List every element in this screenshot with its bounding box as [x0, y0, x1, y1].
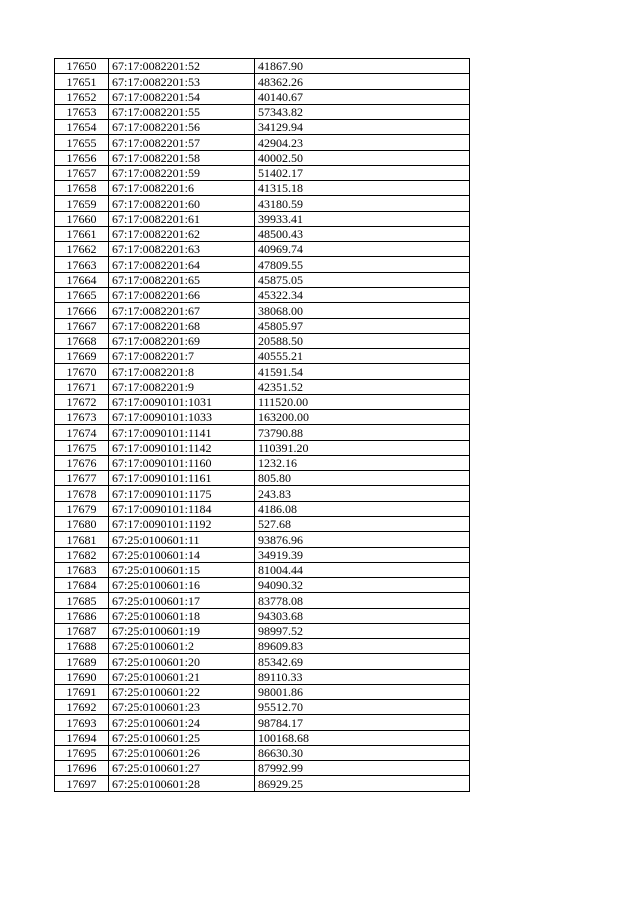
- value-cell: 111520.00: [255, 394, 470, 409]
- row-number-cell: 17693: [55, 715, 109, 730]
- table-row: [55, 547, 470, 562]
- cadastral-number-cell: 67:25:0100601:21: [109, 669, 255, 684]
- table-row: [55, 455, 470, 470]
- cadastral-number-cell: 67:17:0082201:63: [109, 242, 255, 257]
- table-row: [55, 150, 470, 165]
- value-cell: 98001.86: [255, 684, 470, 699]
- table-row: [55, 211, 470, 226]
- table-row: [55, 440, 470, 455]
- value-cell: 87992.99: [255, 761, 470, 776]
- table-row: [55, 226, 470, 241]
- cadastral-number-cell: 67:17:0082201:61: [109, 211, 255, 226]
- row-number-cell: 17689: [55, 654, 109, 669]
- row-number-cell: 17656: [55, 150, 109, 165]
- value-cell: 100168.68: [255, 730, 470, 745]
- value-cell: 41315.18: [255, 181, 470, 196]
- value-cell: 163200.00: [255, 410, 470, 425]
- value-cell: 51402.17: [255, 165, 470, 180]
- table-row: [55, 715, 470, 730]
- row-number-cell: 17684: [55, 578, 109, 593]
- cadastral-number-cell: 67:17:0082201:8: [109, 364, 255, 379]
- cadastral-number-cell: 67:25:0100601:2: [109, 639, 255, 654]
- cadastral-number-cell: 67:17:0082201:60: [109, 196, 255, 211]
- table-row: [55, 242, 470, 257]
- cadastral-number-cell: 67:17:0082201:56: [109, 120, 255, 135]
- table-row: [55, 471, 470, 486]
- row-number-cell: 17683: [55, 562, 109, 577]
- cadastral-number-cell: 67:25:0100601:28: [109, 776, 255, 791]
- row-number-cell: 17667: [55, 318, 109, 333]
- value-cell: 45322.34: [255, 287, 470, 302]
- value-cell: 95512.70: [255, 700, 470, 715]
- row-number-cell: 17674: [55, 425, 109, 440]
- cadastral-number-cell: 67:17:0082201:53: [109, 74, 255, 89]
- table-row: [55, 486, 470, 501]
- table-row: [55, 272, 470, 287]
- value-cell: 40002.50: [255, 150, 470, 165]
- row-number-cell: 17669: [55, 349, 109, 364]
- table-row: [55, 394, 470, 409]
- cadastral-number-cell: 67:17:0090101:1175: [109, 486, 255, 501]
- value-cell: 57343.82: [255, 104, 470, 119]
- table-row: [55, 623, 470, 638]
- table-row: [55, 562, 470, 577]
- value-cell: 20588.50: [255, 333, 470, 348]
- table-row: [55, 196, 470, 211]
- value-cell: 45875.05: [255, 272, 470, 287]
- cadastral-number-cell: 67:17:0082201:57: [109, 135, 255, 150]
- cadastral-number-cell: 67:25:0100601:26: [109, 745, 255, 760]
- table-row: [55, 639, 470, 654]
- value-cell: 73790.88: [255, 425, 470, 440]
- cadastral-number-cell: 67:17:0090101:1192: [109, 516, 255, 531]
- row-number-cell: 17673: [55, 410, 109, 425]
- table-row: [55, 700, 470, 715]
- table-row: [55, 776, 470, 791]
- row-number-cell: 17655: [55, 135, 109, 150]
- value-cell: 42904.23: [255, 135, 470, 150]
- table-row: [55, 669, 470, 684]
- cadastral-number-cell: 67:17:0082201:64: [109, 257, 255, 272]
- row-number-cell: 17691: [55, 684, 109, 699]
- table-row: [55, 104, 470, 119]
- table-body: [55, 59, 470, 792]
- value-cell: 40140.67: [255, 89, 470, 104]
- table-row: [55, 135, 470, 150]
- cadastral-number-cell: 67:25:0100601:11: [109, 532, 255, 547]
- row-number-cell: 17692: [55, 700, 109, 715]
- cadastral-number-cell: 67:17:0090101:1161: [109, 471, 255, 486]
- cadastral-number-cell: 67:17:0082201:55: [109, 104, 255, 119]
- row-number-cell: 17686: [55, 608, 109, 623]
- row-number-cell: 17672: [55, 394, 109, 409]
- value-cell: 85342.69: [255, 654, 470, 669]
- cadastral-number-cell: 67:25:0100601:19: [109, 623, 255, 638]
- value-cell: 34129.94: [255, 120, 470, 135]
- value-cell: 41867.90: [255, 59, 470, 74]
- row-number-cell: 17653: [55, 104, 109, 119]
- value-cell: 40969.74: [255, 242, 470, 257]
- row-number-cell: 17666: [55, 303, 109, 318]
- value-cell: 98784.17: [255, 715, 470, 730]
- row-number-cell: 17670: [55, 364, 109, 379]
- row-number-cell: 17695: [55, 745, 109, 760]
- table-row: [55, 303, 470, 318]
- value-cell: 98997.52: [255, 623, 470, 638]
- cadastral-number-cell: 67:17:0082201:62: [109, 226, 255, 241]
- table-row: [55, 379, 470, 394]
- cadastral-number-cell: 67:17:0082201:69: [109, 333, 255, 348]
- row-number-cell: 17660: [55, 211, 109, 226]
- cadastral-number-cell: 67:17:0090101:1160: [109, 455, 255, 470]
- row-number-cell: 17651: [55, 74, 109, 89]
- cadastral-number-cell: 67:25:0100601:14: [109, 547, 255, 562]
- row-number-cell: 17650: [55, 59, 109, 74]
- value-cell: 527.68: [255, 516, 470, 531]
- cadastral-number-cell: 67:17:0090101:1031: [109, 394, 255, 409]
- value-cell: 41591.54: [255, 364, 470, 379]
- cadastral-number-cell: 67:25:0100601:18: [109, 608, 255, 623]
- row-number-cell: 17690: [55, 669, 109, 684]
- cadastral-number-cell: 67:25:0100601:15: [109, 562, 255, 577]
- row-number-cell: 17662: [55, 242, 109, 257]
- table-row: [55, 684, 470, 699]
- table-row: [55, 593, 470, 608]
- table-row: [55, 578, 470, 593]
- cadastral-number-cell: 67:17:0082201:6: [109, 181, 255, 196]
- cadastral-number-cell: 67:25:0100601:20: [109, 654, 255, 669]
- row-number-cell: 17671: [55, 379, 109, 394]
- value-cell: 45805.97: [255, 318, 470, 333]
- table-row: [55, 181, 470, 196]
- value-cell: 94090.32: [255, 578, 470, 593]
- value-cell: 48362.26: [255, 74, 470, 89]
- row-number-cell: 17677: [55, 471, 109, 486]
- table-row: [55, 165, 470, 180]
- value-cell: 1232.16: [255, 455, 470, 470]
- table-row: [55, 761, 470, 776]
- row-number-cell: 17696: [55, 761, 109, 776]
- value-cell: 42351.52: [255, 379, 470, 394]
- row-number-cell: 17661: [55, 226, 109, 241]
- row-number-cell: 17687: [55, 623, 109, 638]
- table-row: [55, 364, 470, 379]
- cadastral-number-cell: 67:17:0082201:65: [109, 272, 255, 287]
- table-row: [55, 532, 470, 547]
- table-row: [55, 654, 470, 669]
- value-cell: 40555.21: [255, 349, 470, 364]
- row-number-cell: 17658: [55, 181, 109, 196]
- value-cell: 81004.44: [255, 562, 470, 577]
- cadastral-number-cell: 67:17:0082201:54: [109, 89, 255, 104]
- data-table: [54, 58, 470, 792]
- row-number-cell: 17657: [55, 165, 109, 180]
- cadastral-number-cell: 67:25:0100601:27: [109, 761, 255, 776]
- value-cell: 805.80: [255, 471, 470, 486]
- value-cell: 47809.55: [255, 257, 470, 272]
- row-number-cell: 17685: [55, 593, 109, 608]
- value-cell: 43180.59: [255, 196, 470, 211]
- row-number-cell: 17697: [55, 776, 109, 791]
- value-cell: 93876.96: [255, 532, 470, 547]
- value-cell: 39933.41: [255, 211, 470, 226]
- table-row: [55, 501, 470, 516]
- cadastral-number-cell: 67:17:0090101:1141: [109, 425, 255, 440]
- table-row: [55, 425, 470, 440]
- table-row: [55, 318, 470, 333]
- table-row: [55, 745, 470, 760]
- table-row: [55, 349, 470, 364]
- row-number-cell: 17678: [55, 486, 109, 501]
- cadastral-number-cell: 67:25:0100601:23: [109, 700, 255, 715]
- cadastral-number-cell: 67:25:0100601:24: [109, 715, 255, 730]
- table-row: [55, 730, 470, 745]
- cadastral-number-cell: 67:17:0082201:67: [109, 303, 255, 318]
- row-number-cell: 17675: [55, 440, 109, 455]
- cadastral-number-cell: 67:17:0090101:1142: [109, 440, 255, 455]
- row-number-cell: 17681: [55, 532, 109, 547]
- value-cell: 4186.08: [255, 501, 470, 516]
- value-cell: 110391.20: [255, 440, 470, 455]
- cadastral-number-cell: 67:17:0082201:66: [109, 287, 255, 302]
- table-row: [55, 74, 470, 89]
- cadastral-number-cell: 67:17:0082201:68: [109, 318, 255, 333]
- value-cell: 38068.00: [255, 303, 470, 318]
- table-row: [55, 516, 470, 531]
- row-number-cell: 17652: [55, 89, 109, 104]
- cadastral-number-cell: 67:25:0100601:25: [109, 730, 255, 745]
- value-cell: 89609.83: [255, 639, 470, 654]
- table-row: [55, 257, 470, 272]
- table-row: [55, 608, 470, 623]
- row-number-cell: 17682: [55, 547, 109, 562]
- value-cell: 94303.68: [255, 608, 470, 623]
- value-cell: 48500.43: [255, 226, 470, 241]
- table-row: [55, 120, 470, 135]
- cadastral-number-cell: 67:17:0082201:52: [109, 59, 255, 74]
- table-row: [55, 89, 470, 104]
- row-number-cell: 17663: [55, 257, 109, 272]
- row-number-cell: 17688: [55, 639, 109, 654]
- cadastral-number-cell: 67:17:0082201:58: [109, 150, 255, 165]
- row-number-cell: 17668: [55, 333, 109, 348]
- cadastral-number-cell: 67:17:0090101:1184: [109, 501, 255, 516]
- row-number-cell: 17659: [55, 196, 109, 211]
- value-cell: 89110.33: [255, 669, 470, 684]
- row-number-cell: 17654: [55, 120, 109, 135]
- table-row: [55, 333, 470, 348]
- row-number-cell: 17680: [55, 516, 109, 531]
- cadastral-number-cell: 67:25:0100601:17: [109, 593, 255, 608]
- cadastral-number-cell: 67:25:0100601:16: [109, 578, 255, 593]
- row-number-cell: 17665: [55, 287, 109, 302]
- value-cell: 243.83: [255, 486, 470, 501]
- row-number-cell: 17694: [55, 730, 109, 745]
- cadastral-number-cell: 67:17:0082201:9: [109, 379, 255, 394]
- table-row: [55, 59, 470, 74]
- value-cell: 86929.25: [255, 776, 470, 791]
- value-cell: 34919.39: [255, 547, 470, 562]
- cadastral-number-cell: 67:17:0082201:59: [109, 165, 255, 180]
- row-number-cell: 17664: [55, 272, 109, 287]
- value-cell: 86630.30: [255, 745, 470, 760]
- table-row: [55, 410, 470, 425]
- row-number-cell: 17679: [55, 501, 109, 516]
- cadastral-number-cell: 67:17:0090101:1033: [109, 410, 255, 425]
- row-number-cell: 17676: [55, 455, 109, 470]
- value-cell: 83778.08: [255, 593, 470, 608]
- cadastral-number-cell: 67:17:0082201:7: [109, 349, 255, 364]
- table-row: [55, 287, 470, 302]
- cadastral-number-cell: 67:25:0100601:22: [109, 684, 255, 699]
